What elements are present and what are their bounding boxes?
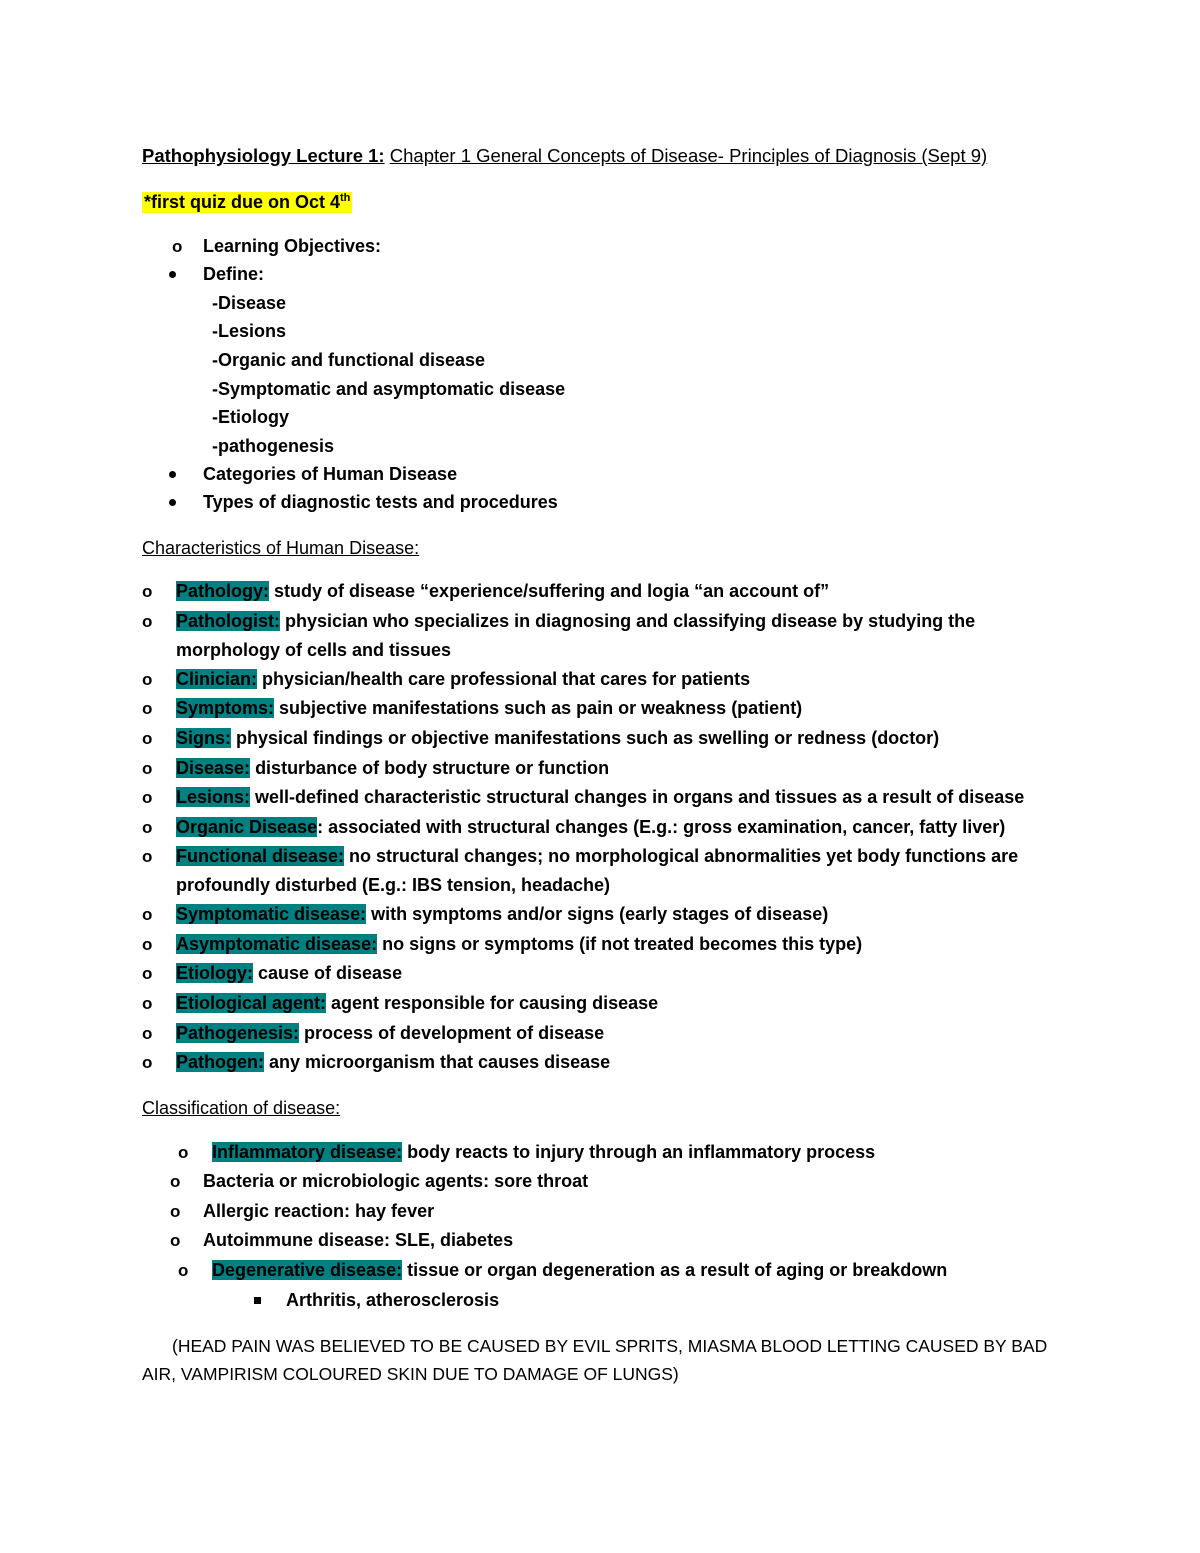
definition-item	[176, 669, 750, 690]
list-marker: o	[142, 729, 153, 748]
list-marker: o	[142, 612, 153, 631]
term-highlight: Pathology:	[176, 581, 269, 601]
define-item: -Organic and functional disease	[212, 350, 486, 370]
definition-text: tissue or organ degeneration as a result of aging or breakdown	[402, 1260, 948, 1280]
definition-text: no structural changes; no morphological abnormalities yet body functions are	[344, 846, 1019, 866]
term-highlight: Symptoms:	[176, 698, 275, 718]
list-marker: o	[170, 1231, 181, 1250]
definition-text: process of development of disease	[299, 1023, 605, 1043]
list-marker: o	[142, 788, 153, 807]
list-marker: o	[142, 935, 153, 954]
definition-item	[176, 1023, 604, 1044]
definition-item	[176, 846, 1018, 867]
define-item: -Disease	[212, 293, 287, 313]
classification-item	[212, 1260, 947, 1281]
quiz-notice	[142, 192, 352, 213]
list-marker: o	[142, 994, 153, 1013]
define-item: -Symptomatic and asymptomatic disease	[212, 379, 566, 399]
classification-item	[212, 1142, 875, 1163]
list-marker: o	[142, 847, 153, 866]
definition-item	[176, 611, 975, 632]
list-marker: o	[142, 1053, 153, 1072]
definition-text: subjective manifestations such as pain or weakness (patient)	[274, 698, 803, 718]
page-title	[142, 145, 987, 167]
definition-continuation: morphology of cells and tissues	[176, 640, 452, 660]
bullet-marker	[169, 271, 176, 278]
definition-text: agent responsible for causing disease	[326, 993, 659, 1013]
definition-item	[176, 934, 862, 955]
definition-item	[176, 758, 609, 779]
list-marker: o	[142, 759, 153, 778]
definition-text: no signs or symptoms (if not treated becomes this type)	[377, 934, 863, 954]
definition-item	[176, 963, 402, 984]
term-highlight: Disease:	[176, 758, 251, 778]
definition-item	[176, 787, 1024, 808]
term-highlight: Signs:	[176, 728, 232, 748]
square-bullet-marker	[254, 1297, 261, 1304]
objective-bullet: Types of diagnostic tests and procedures	[203, 492, 558, 512]
term-highlight: Clinician:	[176, 669, 258, 689]
definition-item	[176, 581, 829, 602]
definition-item	[176, 1052, 610, 1073]
define-item: -Etiology	[212, 407, 289, 427]
definition-text: : associated with structural changes (E.g.: gross examination, cancer, fatty liver)	[317, 817, 1006, 837]
definition-item	[176, 993, 658, 1014]
list-marker: o	[142, 1024, 153, 1043]
definition-text: study of disease “experience/suffering and logia “an account of”	[269, 581, 830, 601]
objectives-heading: Learning Objectives:	[203, 236, 382, 256]
definition-item	[176, 904, 828, 925]
definition-text: physician who specializes in diagnosing and classifying disease by studying the	[280, 611, 976, 631]
definition-text: cause of disease	[253, 963, 403, 983]
objective-bullet: Categories of Human Disease	[203, 464, 458, 484]
term-highlight: Asymptomatic disease:	[176, 934, 378, 954]
term-highlight: Organic Disease	[176, 817, 318, 837]
define-item: -Lesions	[212, 321, 287, 341]
definition-item	[176, 698, 802, 719]
list-marker: o	[170, 1202, 181, 1221]
classification-sub-item: Autoimmune disease: SLE, diabetes	[203, 1230, 514, 1250]
list-marker: o	[170, 1172, 181, 1191]
title-bold: Pathophysiology Lecture 1:	[142, 145, 385, 166]
list-marker: o	[172, 237, 183, 256]
bullet-marker	[169, 499, 176, 506]
list-marker: o	[178, 1261, 189, 1280]
define-item: -pathogenesis	[212, 436, 335, 456]
list-marker: o	[142, 699, 153, 718]
definition-text: well-defined characteristic structural changes in organs and tissues as a result of disease	[250, 787, 1025, 807]
definition-text: any microorganism that causes disease	[264, 1052, 611, 1072]
definition-text: body reacts to injury through an inflammatory process	[402, 1142, 876, 1162]
classification-sub-item: Bacteria or microbiologic agents: sore throat	[203, 1171, 589, 1191]
definition-item	[176, 817, 1005, 838]
term-highlight: Pathologist:	[176, 611, 280, 631]
characteristics-heading: Characteristics of Human Disease:	[142, 538, 420, 558]
list-marker: o	[178, 1143, 189, 1162]
term-highlight: Symptomatic disease:	[176, 904, 367, 924]
classification-heading: Classification of disease:	[142, 1098, 341, 1118]
term-highlight: Inflammatory disease:	[212, 1142, 403, 1162]
list-marker: o	[142, 670, 153, 689]
classification-sub-item: Allergic reaction: hay fever	[203, 1201, 435, 1221]
degenerative-example: Arthritis, atherosclerosis	[286, 1290, 500, 1310]
term-highlight: Lesions:	[176, 787, 251, 807]
bullet-marker	[169, 471, 176, 478]
title-subtitle: Chapter 1 General Concepts of Disease- Principles of Diagnosis (Sept 9)	[389, 145, 988, 166]
definition-text: with symptoms and/or signs (early stages of disease)	[366, 904, 829, 924]
list-marker: o	[142, 818, 153, 837]
definition-text: physical findings or objective manifestations such as swelling or redness (doctor)	[231, 728, 940, 748]
definition-item	[176, 728, 939, 749]
term-highlight: Pathogenesis:	[176, 1023, 300, 1043]
term-highlight: Functional disease:	[176, 846, 345, 866]
list-marker: o	[142, 905, 153, 924]
define-label: Define:	[203, 264, 265, 284]
list-marker: o	[142, 582, 153, 601]
definition-text: physician/health care professional that cares for patients	[257, 669, 751, 689]
term-highlight: Etiological agent:	[176, 993, 327, 1013]
term-highlight: Degenerative disease:	[212, 1260, 403, 1280]
quiz-sup: th	[340, 192, 351, 204]
list-marker: o	[142, 964, 153, 983]
term-highlight: Pathogen:	[176, 1052, 264, 1072]
historical-note: (HEAD PAIN WAS BELIEVED TO BE CAUSED BY EVIL SPRITS, MIASMA BLOOD LETTING CAUSED BY BAD AIR, VAMPIRISM COLOURED SKIN DUE TO DAMAGE OF LUNGS)	[142, 1336, 1048, 1384]
definition-continuation: profoundly disturbed (E.g.: IBS tension, headache)	[176, 875, 611, 895]
definition-text: disturbance of body structure or function	[250, 758, 610, 778]
term-highlight: Etiology:	[176, 963, 253, 983]
quiz-text: *first quiz due on Oct 4	[144, 192, 341, 212]
